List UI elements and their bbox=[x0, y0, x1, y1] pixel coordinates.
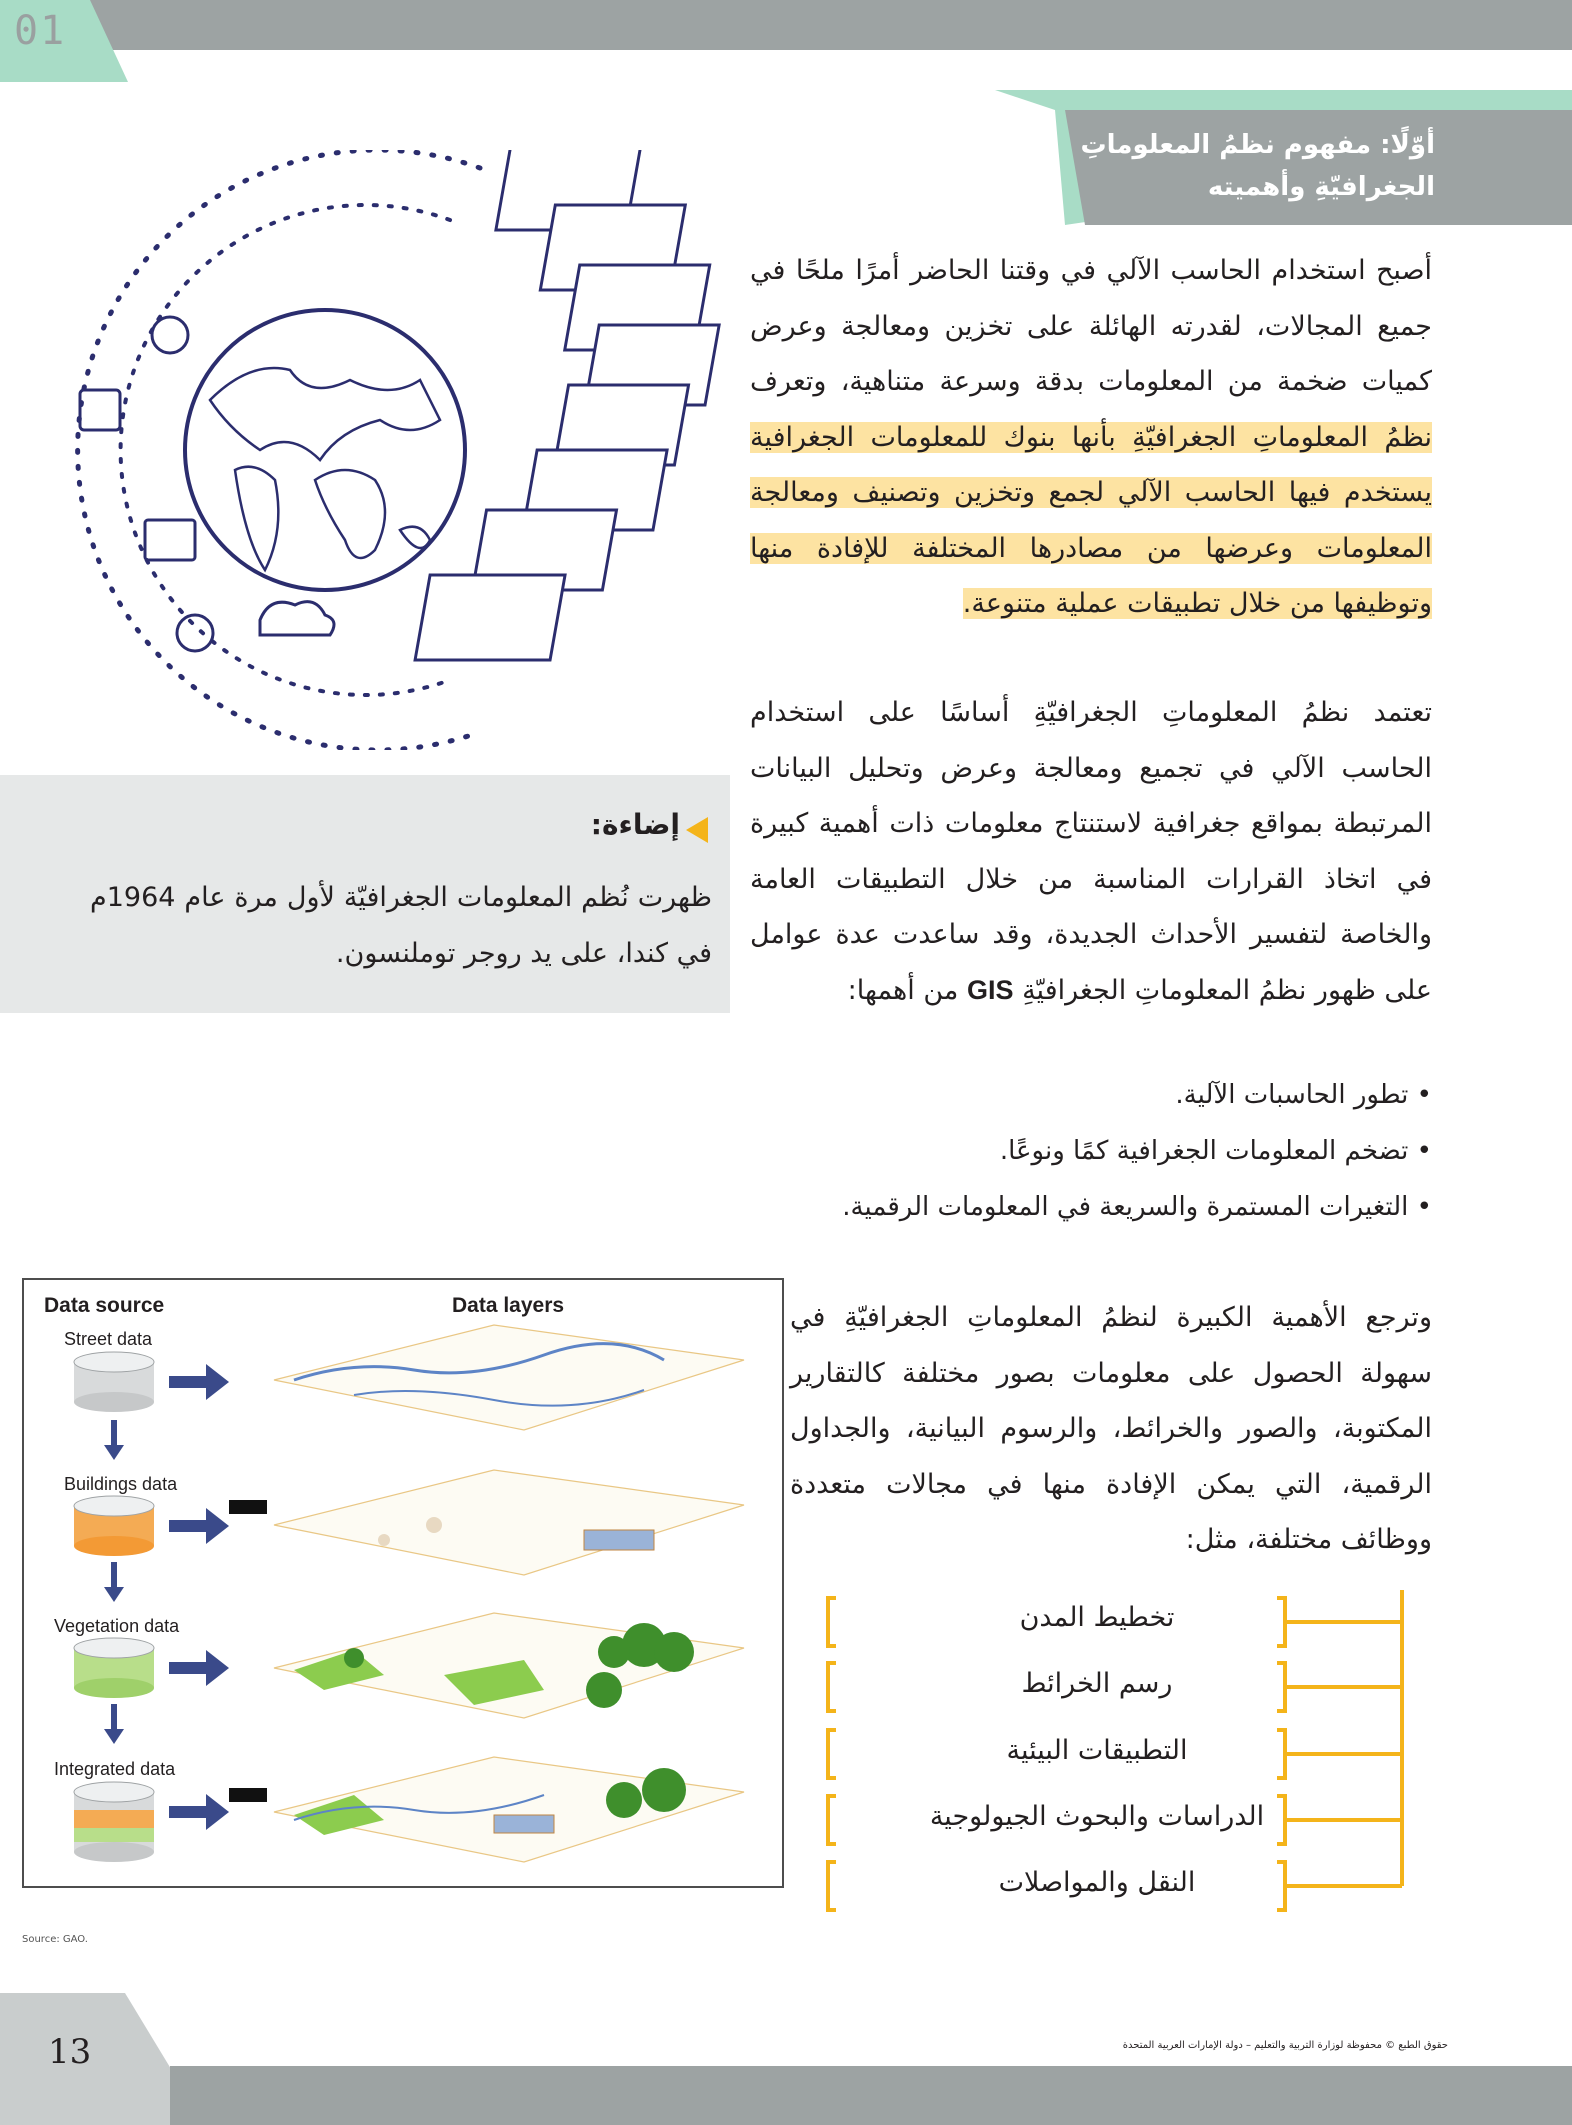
list-item: • تضخم المعلومات الجغرافية كمًا ونوعًا. bbox=[720, 1123, 1432, 1179]
list-item: • تطور الحاسبات الآلية. bbox=[720, 1067, 1432, 1123]
chapter-number: 01 bbox=[14, 8, 67, 54]
figure-header-layers: Data layers bbox=[452, 1294, 565, 1317]
footer-copyright: حقوق الطبع © محفوظة لوزارة التربية والتعليم – دولة الإمارات العربية المتحدة bbox=[1122, 2040, 1448, 2051]
list-item: • التغيرات المستمرة والسريعة في المعلومات الرقمية. bbox=[720, 1179, 1432, 1235]
figure-header-source: Data source bbox=[44, 1294, 165, 1317]
applications-list bbox=[822, 1590, 1434, 1930]
tip-title: إضاءة: bbox=[590, 808, 680, 841]
data-layers-diagram bbox=[24, 1280, 782, 1886]
gis-basis-paragraph bbox=[750, 685, 1432, 1018]
street-data-label: Street data bbox=[64, 1329, 153, 1349]
list-item: رسم الخرائط bbox=[1021, 1668, 1173, 1699]
section-heading: أوّلًا: مفهوم نظمُ المعلوماتِ الجغرافيّةِ وأهميته bbox=[1080, 130, 1435, 202]
footer-bar bbox=[170, 2066, 1572, 2125]
right-arrows bbox=[169, 1364, 229, 1830]
integrated-data-cylinder bbox=[74, 1782, 154, 1862]
buildings-layer-plane bbox=[274, 1470, 744, 1575]
gis-definition-highlight: نظمُ المعلوماتِ الجغرافيّةِ بأنها بنوك للمعلومات الجغرافية يستخدم فيها الحاسب الآلي لجمع وتخزين وتصنيف ومعالجة المعلومات وعرضها من مصادرها المختلفة للإفادة منها وتوظيفها من خلال تطبيقات عملية متنوعة. bbox=[750, 421, 1432, 619]
street-layer-plane bbox=[274, 1325, 744, 1430]
header-bar bbox=[0, 0, 1572, 50]
tip-arrow-icon bbox=[686, 817, 708, 843]
gis-abbrev: GIS bbox=[966, 974, 1014, 1005]
vegetation-data-cylinder bbox=[74, 1638, 154, 1698]
gis-basis-tail: من أهمها: bbox=[847, 974, 967, 1006]
list-item: تخطيط المدن bbox=[1019, 1602, 1175, 1633]
list-item: الدراسات والبحوث الجيولوجية bbox=[929, 1801, 1265, 1832]
gis-basis-text: تعتمد نظمُ المعلوماتِ الجغرافيّةِ أساسًا على استخدام الحاسب الآلي في تجميع ومعالجة وعرض وتحليل البيانات المرتبطة بمواقع جغرافية لاستنتاج معلومات ذات أهمية كبيرة في اتخاذ القرارات المناسبة من خلال التطبيقات العامة والخاصة لتفسير الأحداث الجديدة، وقد ساعدت عدة عوامل على ظهور نظمُ المعلوماتِ الجغرافيّةِ bbox=[750, 697, 1432, 1006]
list-item: التطبيقات البيئية bbox=[1006, 1735, 1188, 1766]
tip-body: ظهرت نُظم المعلومات الجغرافيّة لأول مرة عام 1964م في كندا، على يد روجر توملنسون. bbox=[90, 882, 712, 969]
figure-caption: Source: GAO. bbox=[22, 1934, 88, 1945]
intro-text: أصبح استخدام الحاسب الآلي في وقتنا الحاضر أمرًا ملحًا في جميع المجالات، لقدرته الهائلة على تخزين ومعالجة وعرض كميات ضخمة من المعلومات بدقة وسرعة متناهية، وتعرف bbox=[750, 255, 1432, 397]
gis-data-layers-figure bbox=[22, 1278, 784, 1888]
intro-paragraph bbox=[750, 243, 1432, 632]
gis-globe-illustration bbox=[60, 150, 740, 750]
factors-list bbox=[720, 1067, 1432, 1235]
list-item: النقل والمواصلات bbox=[998, 1867, 1196, 1898]
buildings-data-label: Buildings data bbox=[64, 1474, 178, 1494]
page-number: 13 bbox=[48, 2032, 92, 2072]
integrated-data-label: Integrated data bbox=[54, 1759, 176, 1779]
buildings-data-cylinder bbox=[74, 1496, 154, 1556]
street-data-cylinder bbox=[74, 1352, 154, 1412]
vegetation-data-label: Vegetation data bbox=[54, 1616, 180, 1636]
importance-paragraph: وترجع الأهمية الكبيرة لنظمُ المعلوماتِ الجغرافيّةِ في سهولة الحصول على معلومات بصور مختلفة كالتقارير المكتوبة، والصور والخرائط، والرسوم البيانية، والجداول الرقمية، التي يمكن الإفادة منها في مجالات متعددة ووظائف مختلفة، مثل: bbox=[790, 1302, 1432, 1555]
